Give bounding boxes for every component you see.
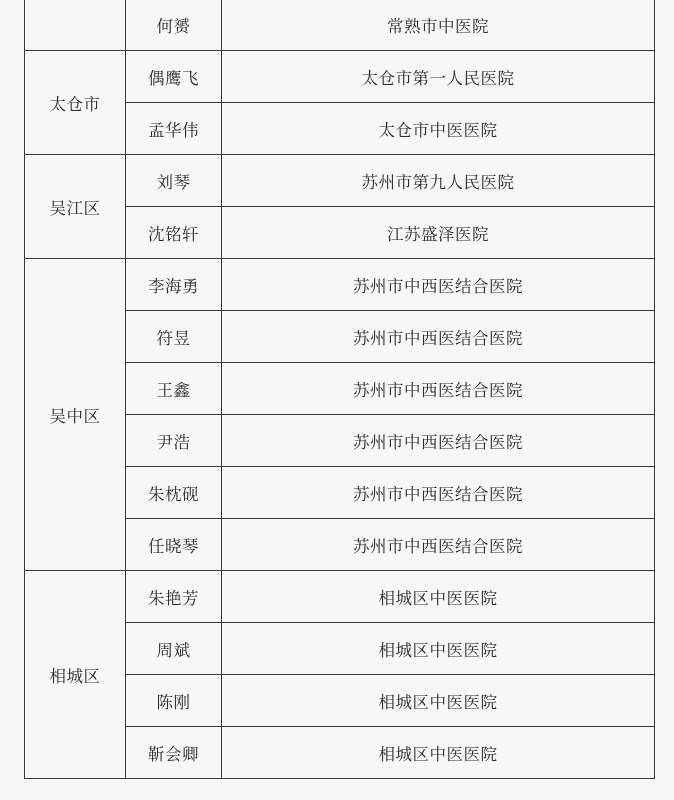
hospital-cell: 相城区中医医院	[222, 571, 655, 623]
region-cell: 太仓市	[25, 51, 126, 155]
name-cell: 李海勇	[126, 259, 222, 311]
table-row	[25, 155, 655, 207]
hospital-cell: 苏州市中西医结合医院	[222, 259, 655, 311]
table-row	[25, 571, 655, 623]
name-cell: 靳会卿	[126, 727, 222, 779]
name-cell: 朱枕砚	[126, 467, 222, 519]
hospital-cell: 太仓市中医医院	[222, 103, 655, 155]
name-cell: 刘琴	[126, 155, 222, 207]
table-row	[25, 51, 655, 103]
hospital-cell: 苏州市中西医结合医院	[222, 311, 655, 363]
name-cell: 孟华伟	[126, 103, 222, 155]
hospital-cell: 江苏盛泽医院	[222, 207, 655, 259]
name-cell: 任晓琴	[126, 519, 222, 571]
table-row	[25, 259, 655, 311]
table-row	[25, 0, 655, 51]
name-cell: 符昱	[126, 311, 222, 363]
name-cell: 陈刚	[126, 675, 222, 727]
name-cell: 偶鹰飞	[126, 51, 222, 103]
name-cell: 周斌	[126, 623, 222, 675]
region-cell: 相城区	[25, 571, 126, 779]
region-cell: 吴江区	[25, 155, 126, 259]
roster-table	[24, 0, 655, 779]
hospital-cell: 相城区中医医院	[222, 727, 655, 779]
roster-table-body	[25, 0, 655, 779]
name-cell: 沈铭轩	[126, 207, 222, 259]
hospital-cell: 苏州市中西医结合医院	[222, 415, 655, 467]
hospital-cell: 相城区中医医院	[222, 675, 655, 727]
region-cell	[25, 0, 126, 51]
name-cell: 尹浩	[126, 415, 222, 467]
hospital-cell: 苏州市中西医结合医院	[222, 363, 655, 415]
hospital-cell: 苏州市第九人民医院	[222, 155, 655, 207]
name-cell: 朱艳芳	[126, 571, 222, 623]
region-cell: 吴中区	[25, 259, 126, 571]
name-cell: 王鑫	[126, 363, 222, 415]
hospital-cell: 苏州市中西医结合医院	[222, 467, 655, 519]
hospital-cell: 苏州市中西医结合医院	[222, 519, 655, 571]
hospital-cell: 相城区中医医院	[222, 623, 655, 675]
hospital-cell: 太仓市第一人民医院	[222, 51, 655, 103]
hospital-cell: 常熟市中医院	[222, 0, 655, 51]
name-cell: 何赟	[126, 0, 222, 51]
